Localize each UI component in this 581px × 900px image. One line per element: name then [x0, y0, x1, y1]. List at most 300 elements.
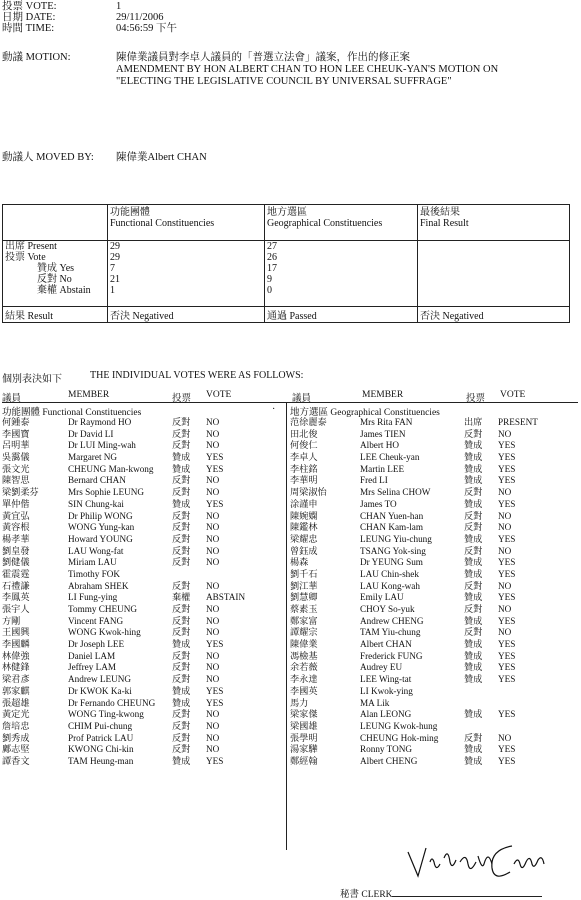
member-name-en: James TIEN	[360, 428, 406, 439]
gc-vote-list	[290, 417, 578, 768]
member-name-zh: 吳靄儀	[2, 452, 30, 463]
vote-en: NO	[206, 475, 220, 486]
member-vote-row	[290, 674, 578, 686]
vote-zh: 反對	[172, 615, 191, 626]
vote-zh: 贊成	[464, 709, 483, 720]
vote-zh: 反對	[172, 580, 191, 591]
member-vote-row	[290, 756, 578, 768]
col-vote-header-right: VOTE	[500, 390, 526, 400]
vote-en: NO	[206, 720, 220, 731]
member-name-en: TAM Yiu-chung	[360, 627, 421, 638]
member-name-en: CHEUNG Hok-ming	[360, 732, 439, 743]
member-name-zh: 陳婉嫻	[290, 510, 318, 521]
individual-votes-title-en: THE INDIVIDUAL VOTES WERE AS FOLLOWS:	[90, 370, 304, 381]
no-label: 反對 No	[37, 274, 72, 285]
member-name-en: Alan LEONG	[360, 709, 412, 720]
vote-en: NO	[206, 510, 220, 521]
member-vote-row	[2, 487, 284, 499]
fc-header-en: Functional Constituencies	[110, 218, 215, 229]
member-name-zh: 劉江華	[290, 580, 318, 591]
member-vote-row	[290, 429, 578, 441]
member-name-zh: 梁君彥	[2, 674, 30, 685]
member-name-zh: 蔡素玉	[290, 604, 318, 614]
vote-en: YES	[498, 674, 516, 685]
member-name-en: Miriam LAU	[68, 557, 117, 568]
clerk-label: 秘書 CLERK	[340, 890, 393, 900]
member-name-zh: 李國寶	[2, 428, 30, 439]
member-name-zh: 李國麟	[2, 639, 30, 650]
gc-no: 9	[267, 274, 272, 285]
column-header-row	[2, 390, 578, 402]
vote-zh: 反對	[172, 428, 191, 439]
vote-en: YES	[498, 755, 516, 766]
member-name-en: CHAN Yuen-han	[360, 510, 424, 521]
gc-header	[265, 205, 418, 241]
vote-zh: 反對	[464, 487, 483, 498]
vote-en: NO	[498, 604, 512, 614]
vote-zh: 贊成	[464, 463, 483, 474]
individual-votes-title-zh: 個別表決如下	[2, 374, 62, 385]
member-name-en: LAU Wong-fat	[68, 545, 124, 556]
member-name-zh: 梁劉柔芬	[2, 487, 39, 498]
vote-en: YES	[498, 533, 516, 544]
member-vote-row	[2, 440, 284, 452]
member-vote-row	[2, 756, 284, 768]
motion-title-zh: 陳偉業議員對李卓人議員的「普選立法會」議案，作出的修正案	[116, 52, 410, 63]
member-name-en: LEUNG Yiu-chung	[360, 533, 432, 544]
final-header	[418, 205, 570, 241]
header-rule	[2, 402, 578, 403]
member-vote-row	[2, 499, 284, 511]
vote-en: NO	[206, 428, 220, 439]
member-vote-row	[290, 733, 578, 745]
fc-abstain: 1	[110, 285, 115, 296]
gc-section-heading: 地方選區 Geographical Constituencies	[290, 408, 440, 418]
member-name-zh: 楊孝華	[2, 533, 30, 544]
vote-zh: 反對	[464, 522, 483, 533]
vote-en: NO	[206, 604, 220, 614]
vote-zh: 反對	[172, 662, 191, 673]
vote-en: YES	[206, 639, 224, 650]
vote-en: NO	[206, 650, 220, 661]
member-name-zh: 方剛	[2, 615, 21, 626]
member-name-zh: 劉千石	[290, 568, 318, 579]
vote-en: NO	[206, 533, 220, 544]
vote-zh: 反對	[172, 627, 191, 638]
member-vote-row	[290, 592, 578, 604]
fc-present: 29	[110, 241, 120, 252]
member-vote-row	[2, 557, 284, 569]
member-name-zh: 張超雄	[2, 697, 30, 708]
member-vote-row	[290, 499, 578, 511]
member-name-en: Dr Raymond HO	[68, 417, 132, 427]
member-name-en: TSANG Yok-sing	[360, 545, 426, 556]
gc-counts	[265, 241, 418, 307]
member-name-en: Howard YOUNG	[68, 533, 133, 544]
vote-en: NO	[206, 487, 220, 498]
vote-en: NO	[206, 627, 220, 638]
col-member-header-left: MEMBER	[68, 390, 110, 400]
member-vote-row	[2, 511, 284, 523]
vote-en: YES	[206, 452, 224, 463]
vote-zh: 反對	[172, 732, 191, 743]
fc-section-heading: 功能團體 Functional Constituencies	[2, 408, 142, 418]
member-name-zh: 劉皇發	[2, 545, 30, 556]
member-vote-row	[2, 721, 284, 733]
gc-abstain: 0	[267, 285, 272, 296]
final-header-zh: 最後結果	[420, 207, 460, 218]
vote-en: NO	[206, 417, 220, 427]
member-vote-row	[290, 709, 578, 721]
member-name-zh: 何鍾泰	[2, 417, 30, 427]
vote-zh: 贊成	[464, 498, 483, 509]
member-vote-row	[2, 698, 284, 710]
member-name-en: LAU Chin-shek	[360, 568, 419, 579]
member-name-en: Mrs Rita FAN	[360, 417, 413, 427]
vote-en: NO	[498, 627, 512, 638]
member-name-en: Dr Joseph LEE	[68, 639, 125, 650]
fc-vote-list	[2, 417, 284, 768]
vote-en: NO	[206, 615, 220, 626]
moved-by-label: 動議人 MOVED BY:	[2, 152, 94, 163]
member-name-en: Jeffrey LAM	[68, 662, 117, 673]
member-name-zh: 李卓人	[290, 452, 318, 463]
member-name-zh: 單仲偕	[2, 498, 30, 509]
vote-zh: 反對	[172, 650, 191, 661]
vote-label: 投票 VOTE:	[2, 1, 57, 12]
member-name-en: WONG Yung-kan	[68, 522, 135, 533]
member-name-en: LI Fung-ying	[68, 592, 118, 603]
member-name-en: CHIM Pui-chung	[68, 720, 133, 731]
vote-en: YES	[206, 463, 224, 474]
vote-en: YES	[498, 592, 516, 603]
member-name-en: Albert CHENG	[360, 755, 418, 766]
member-name-en: Dr LUI Ming-wah	[68, 440, 136, 451]
member-name-zh: 鄭家富	[290, 615, 318, 626]
vote-zh: 反對	[172, 674, 191, 685]
time-value: 04:56:59 下午	[116, 23, 177, 34]
member-name-zh: 王國興	[2, 627, 30, 638]
vote-zh: 反對	[172, 522, 191, 533]
member-vote-row	[290, 569, 578, 581]
fc-header	[108, 205, 265, 241]
member-name-en: Dr YEUNG Sum	[360, 557, 423, 568]
member-name-en: Daniel LAM	[68, 650, 116, 661]
member-name-en: Fred LI	[360, 475, 388, 486]
gc-vote: 26	[267, 252, 277, 263]
member-name-en: LEUNG Kwok-hung	[360, 720, 438, 731]
member-name-en: Frederick FUNG	[360, 650, 423, 661]
vote-en: NO	[206, 662, 220, 673]
member-name-zh: 周梁淑怡	[290, 487, 327, 498]
vote-zh: 贊成	[464, 568, 483, 579]
vote-zh: 贊成	[172, 639, 191, 650]
present-label: 出席 Present	[5, 241, 57, 252]
vote-zh: 出席	[464, 417, 483, 427]
final-counts-empty	[418, 241, 570, 307]
member-name-zh: 梁家傑	[290, 709, 318, 720]
vote-zh: 贊成	[172, 755, 191, 766]
member-name-en: MA Lik	[360, 697, 390, 708]
vote-zh: 反對	[464, 545, 483, 556]
vote-en: YES	[206, 755, 224, 766]
vote-zh: 反對	[464, 510, 483, 521]
vote-zh: 反對	[172, 720, 191, 731]
member-vote-row	[2, 475, 284, 487]
vote-count-label: 投票 Vote	[5, 252, 46, 263]
vote-zh: 贊成	[464, 615, 483, 626]
member-name-zh: 譚耀宗	[290, 627, 318, 638]
member-name-zh: 郭家麒	[2, 685, 30, 696]
member-name-zh: 石禮謙	[2, 580, 30, 591]
vote-en: NO	[498, 428, 512, 439]
gc-header-en: Geographical Constituencies	[267, 218, 383, 229]
gc-result: 通過 Passed	[265, 307, 418, 323]
col-name-header-left: 議員	[2, 394, 22, 404]
member-vote-row	[290, 627, 578, 639]
member-vote-row	[290, 452, 578, 464]
member-name-zh: 林偉強	[2, 650, 30, 661]
member-vote-row	[290, 546, 578, 558]
vote-zh: 贊成	[464, 440, 483, 451]
vote-en: NO	[498, 510, 512, 521]
member-name-zh: 范徐麗泰	[290, 417, 327, 427]
member-name-zh: 林健鋒	[2, 662, 30, 673]
vote-en: YES	[498, 452, 516, 463]
vote-en: NO	[206, 440, 220, 451]
member-name-zh: 張文光	[2, 463, 30, 474]
vote-en: NO	[498, 545, 512, 556]
vote-en: YES	[498, 440, 516, 451]
summary-row-labels	[3, 241, 108, 307]
vote-zh: 反對	[172, 475, 191, 486]
member-vote-row	[2, 639, 284, 651]
vote-en: YES	[498, 639, 516, 650]
vote-en: YES	[498, 557, 516, 568]
fc-no: 21	[110, 274, 120, 285]
member-name-en: Timothy FOK	[68, 568, 120, 579]
member-name-en: Bernard CHAN	[68, 475, 126, 486]
member-name-en: LEE Cheuk-yan	[360, 452, 420, 463]
vote-en: YES	[206, 498, 224, 509]
member-name-en: WONG Ting-kwong	[68, 709, 144, 720]
date-label: 日期 DATE:	[2, 12, 56, 23]
member-vote-row	[2, 522, 284, 534]
member-vote-row	[290, 604, 578, 616]
member-name-zh: 黃容根	[2, 522, 30, 533]
vote-zh: 反對	[172, 533, 191, 544]
fc-yes: 7	[110, 263, 115, 274]
member-name-zh: 楊森	[290, 557, 309, 568]
member-name-en: Dr Philip WONG	[68, 510, 133, 521]
member-name-en: Martin LEE	[360, 463, 405, 474]
vote-en: NO	[498, 580, 512, 591]
member-vote-row	[290, 522, 578, 534]
final-result: 否決 Negatived	[418, 307, 570, 323]
member-vote-row	[290, 686, 578, 698]
vote-en: NO	[498, 732, 512, 743]
time-label: 時間 TIME:	[2, 23, 55, 34]
vote-zh: 反對	[172, 557, 191, 568]
vote-zh: 反對	[464, 428, 483, 439]
motion-label: 動議 MOTION:	[2, 52, 71, 63]
yes-label: 贊成 Yes	[37, 263, 75, 274]
member-vote-row	[2, 534, 284, 546]
member-name-en: Dr KWOK Ka-ki	[68, 685, 132, 696]
column-divider	[286, 403, 287, 850]
member-name-en: Ronny TONG	[360, 744, 412, 755]
gc-header-zh: 地方選區	[267, 207, 307, 218]
member-name-zh: 譚香文	[2, 755, 30, 766]
moved-by-value: 陳偉業Albert CHAN	[116, 152, 207, 163]
col-tp-header-right: 投票	[466, 394, 486, 404]
vote-en: NO	[206, 522, 220, 533]
member-vote-row	[2, 581, 284, 593]
vote-zh: 贊成	[464, 592, 483, 603]
member-name-en: CHAN Kam-lam	[360, 522, 424, 533]
vote-zh: 贊成	[464, 755, 483, 766]
vote-zh: 反對	[464, 627, 483, 638]
member-vote-row	[2, 417, 284, 429]
member-vote-row	[290, 417, 578, 429]
member-name-zh: 李柱銘	[290, 463, 318, 474]
motion-title-en-2: "ELECTING THE LEGISLATIVE COUNCIL BY UNIVERSAL SUFFRAGE"	[116, 76, 452, 87]
member-name-en: LAU Kong-wah	[360, 580, 420, 591]
vote-zh: 反對	[464, 580, 483, 591]
vote-en: YES	[498, 662, 516, 673]
vote-zh: 贊成	[464, 557, 483, 568]
member-name-en: CHEUNG Man-kwong	[68, 463, 154, 474]
member-vote-row	[2, 733, 284, 745]
summary-table	[2, 204, 570, 323]
member-name-en: CHOY So-yuk	[360, 604, 415, 614]
vote-zh: 棄權	[172, 592, 191, 603]
member-name-en: LEE Wing-tat	[360, 674, 412, 685]
vote-zh: 贊成	[464, 674, 483, 685]
member-vote-row	[2, 709, 284, 721]
member-name-en: Prof Patrick LAU	[68, 732, 134, 743]
vote-zh: 反對	[172, 440, 191, 451]
member-vote-row	[2, 569, 284, 581]
member-name-en: LI Kwok-ying	[360, 685, 413, 696]
fc-result: 否決 Negatived	[108, 307, 265, 323]
member-name-en: Vincent FANG	[68, 615, 124, 626]
gc-present: 27	[267, 241, 277, 252]
member-name-en: Audrey EU	[360, 662, 403, 673]
member-vote-row	[290, 744, 578, 756]
member-vote-row	[2, 674, 284, 686]
member-name-en: SIN Chung-kai	[68, 498, 124, 509]
vote-zh: 反對	[172, 709, 191, 720]
vote-en: NO	[206, 744, 220, 755]
vote-zh: 反對	[172, 487, 191, 498]
member-name-en: Andrew LEUNG	[68, 674, 132, 685]
member-vote-row	[2, 604, 284, 616]
member-name-zh: 鄭經翰	[290, 755, 318, 766]
vote-en: YES	[498, 615, 516, 626]
member-vote-row	[290, 651, 578, 663]
col-vote-header-left: VOTE	[206, 390, 232, 400]
member-name-zh: 馮檢基	[290, 650, 318, 661]
vote-en: YES	[498, 568, 516, 579]
member-name-en: Margaret NG	[68, 452, 118, 463]
summary-corner-cell	[3, 205, 108, 241]
vote-zh: 贊成	[464, 662, 483, 673]
vote-en: NO	[206, 674, 220, 685]
member-name-en: TAM Heung-man	[68, 755, 134, 766]
member-name-zh: 李鳳英	[2, 592, 30, 603]
member-name-zh: 詹培忠	[2, 720, 30, 731]
vote-en: YES	[498, 744, 516, 755]
vote-zh: 反對	[172, 744, 191, 755]
col-member-header-right: MEMBER	[362, 390, 404, 400]
member-vote-row	[2, 627, 284, 639]
member-name-en: Andrew CHENG	[360, 615, 424, 626]
vote-zh: 贊成	[172, 697, 191, 708]
member-name-zh: 馬力	[290, 697, 309, 708]
member-name-zh: 黃定光	[2, 709, 30, 720]
member-vote-row	[290, 581, 578, 593]
member-vote-row	[2, 744, 284, 756]
member-name-zh: 梁耀忠	[290, 533, 318, 544]
member-vote-row	[290, 557, 578, 569]
vote-zh: 反對	[172, 417, 191, 427]
member-vote-row	[290, 721, 578, 733]
member-vote-row	[290, 487, 578, 499]
member-name-zh: 湯家驊	[290, 744, 318, 755]
final-header-en: Final Result	[420, 218, 469, 229]
vote-en: YES	[498, 650, 516, 661]
vote-zh: 贊成	[464, 744, 483, 755]
member-vote-row	[290, 616, 578, 628]
member-name-en: Mrs Selina CHOW	[360, 487, 431, 498]
vote-en: YES	[206, 685, 224, 696]
member-name-en: Tommy CHEUNG	[68, 604, 138, 614]
member-vote-row	[2, 464, 284, 476]
member-name-zh: 劉慧卿	[290, 592, 318, 603]
vote-en: NO	[498, 522, 512, 533]
vote-zh: 贊成	[172, 498, 191, 509]
vote-zh: 贊成	[172, 452, 191, 463]
dot-mark: ·	[272, 404, 276, 415]
member-name-en: Abraham SHEK	[68, 580, 129, 591]
gc-yes: 17	[267, 263, 277, 274]
member-name-zh: 陳偉業	[290, 639, 318, 650]
member-vote-row	[2, 429, 284, 441]
member-vote-row	[290, 464, 578, 476]
member-vote-row	[290, 698, 578, 710]
vote-en: YES	[498, 709, 516, 720]
vote-zh: 反對	[464, 604, 483, 614]
vote-en: NO	[206, 545, 220, 556]
vote-zh: 反對	[172, 510, 191, 521]
member-vote-row	[290, 534, 578, 546]
member-name-en: Emily LAU	[360, 592, 404, 603]
member-vote-row	[2, 452, 284, 464]
member-name-zh: 陳鑑林	[290, 522, 318, 533]
member-name-en: Dr David LI	[68, 428, 114, 439]
vote-zh: 反對	[464, 732, 483, 743]
vote-en: NO	[206, 580, 220, 591]
member-name-en: Albert CHAN	[360, 639, 412, 650]
member-vote-row	[290, 475, 578, 487]
member-vote-row	[2, 592, 284, 604]
member-name-zh: 涂謹申	[290, 498, 318, 509]
member-name-zh: 曾鈺成	[290, 545, 318, 556]
vote-en: YES	[206, 697, 224, 708]
member-name-zh: 劉秀成	[2, 732, 30, 743]
member-vote-row	[290, 639, 578, 651]
